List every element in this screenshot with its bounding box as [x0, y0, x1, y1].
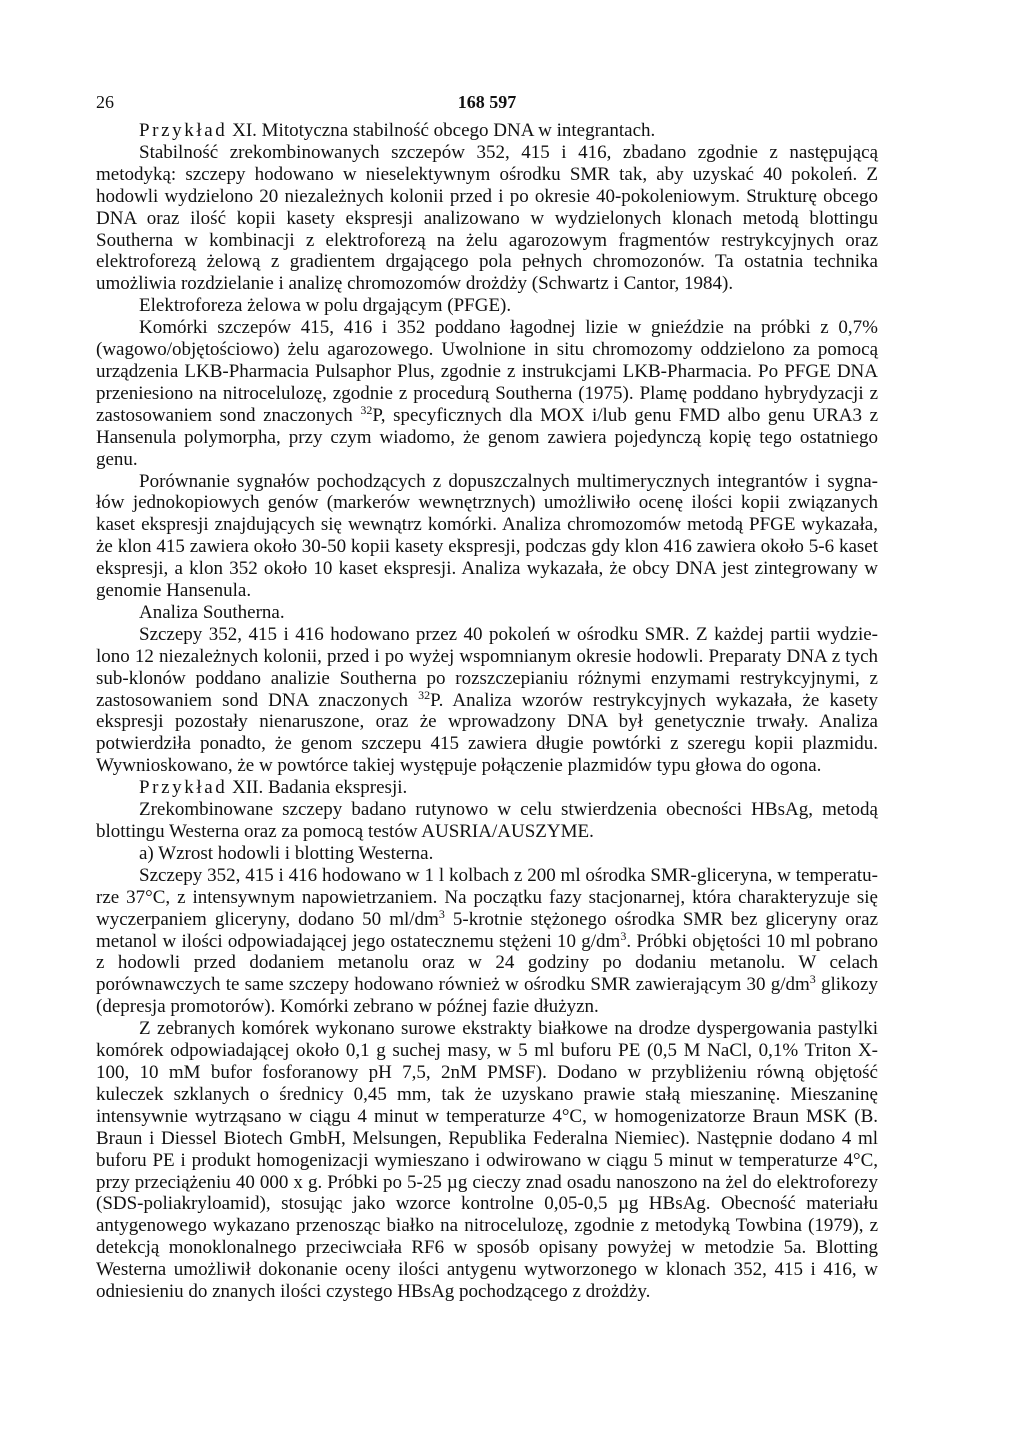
- paragraph: Porównanie sygnałów pochodzących z dopuszczalnych multimerycznych integrantów i sygnałów jednokopiowych genów (markerów wewnętrznych) umożliwiło ocenę ilości kopii związanych kaset ekspresji znajdujących się wewnątrz komórki. Analiza chromozomów metodą PFGE wykazała, że klon 415 zawiera około 30-50 kopii kasety ekspresji, podczas gdy klon 416 zawiera około 5-6 kaset ekspresji, a klon 352 około 10 kaset ekspresji. Analiza wykazała, że obcy DNA jest zintegrowany w genomie Hansenula.: [96, 470, 878, 602]
- example-label: Przykład: [139, 777, 228, 799]
- example-11-heading: [96, 120, 878, 142]
- example-label: Przykład: [139, 120, 228, 141]
- subheading-pfge: Elektroforeza żelowa w polu drgającym (PFGE).: [139, 295, 512, 317]
- paragraph: Stabilność zrekombinowanych szczepów 352, 415 i 416, zbadano zgodnie z następującą metodyką: szczepy hodowano w nieselektywnym ośrodku SMR tak, aby uzyskać 40 pokoleń. Z hodowli wydzielono 20 niezależnych kolonii przed i po okresie 40-pokoleniowym. Strukturę obcego DNA oraz ilość kopii kasety ekspresji analizowano w wydzielonych klonach metodą blottingu Southerna w kombinacji z elektroforezą na żelu agarozowym fragmentów restrykcyjnych oraz elektroforezą żelową z gradientem drgającego pola pełnych chromozonów. Ta ostatnia technika umożliwia rozdzielanie i analizę chromozomów drożdży (Schwartz i Cantor, 1984).: [96, 141, 878, 295]
- page-number: 26: [96, 92, 114, 112]
- paragraph: Szczepy 352, 415 i 416 hodowano przez 40 pokoleń w ośrodku SMR. Z każdej partii wydzielono 12 niezależnych kolonii, przed i po wyżej wspomnianym okresie hodowli. Preparaty DNA z tych sub-klonów poddano analizie Southerna po rozszczepianiu różnymi enzymami restrykcyjnymi, z zastosowaniem sond DNA znaczonych $^{32}$P. Analiza wzorów restrykcyjnych wykazała, że kasety ekspresji pozostały nienaruszone, oraz że wprowadzony DNA był genetycznie trwały. Analiza potwierdziła ponadto, że genom szczepu 415 zawiera długie powtórki z szeregu kopii plazmidu. Wywnioskowano, że w powtórce takiej występuje połączenie plazmidów typu głowa do ogona.: [96, 623, 878, 777]
- example-title: XI. Mitotyczna stabilność obcego DNA w integrantach.: [232, 120, 656, 141]
- paragraph: Z zebranych komórek wykonano surowe ekstrakty białkowe na drodze dyspergowania pastylki komórek odpowiadającej około 0,1 g suchej masy, w 5 ml buforu PE (0,5 M NaCl, 0,1% Triton X-100, 10 mM bufor fosforanowy pH 7,5, 2nM PMSF). Dodano w przybliżeniu równą objętość kuleczek szklanych o średnicy 0,45 mm, tak że uzyskano prawie stałą mieszaninę. Mieszaninę intensywnie wytrząsano w ciągu 4 minut w temperaturze 4°C, w homogenizatorze Braun MSK (B. Braun i Diessel Biotech GmbH, Melsungen, Republika Federalna Niemiec). Następnie dodano 4 ml buforu PE i produkt homogenizacji wymieszano i odwirowano w ciągu 5 minut w temperaturze 4°C, przy przeciążeniu 40 000 x g. Próbki po 5-25 µg cieczy znad osadu nanoszono na żel do elektroforezy (SDS-poliakryloamid), stosując jako wzorce kontrolne 0,05-0,5 µg HBsAg. Obecność materiału antygenowego wykazano przenosząc białko na nitrocelulozę, zgodnie z metodyką Towbina (1979), z detekcją monoklonalnego przeciwciała RF6 w sposób opisany powyżej w metodzie 5a. Blotting Westerna umożliwił dokonanie oceny ilości antygenu wytworzonego w klonach 352, 415 i 416, w odniesieniu do znanych ilości czystego HBsAg pochodzącego z drożdży.: [96, 1018, 878, 1303]
- example-title: XII. Badania ekspresji.: [232, 777, 408, 799]
- paragraph: Komórki szczepów 415, 416 i 352 poddano łagodnej lizie w gnieździe na próbki z 0,7% (wagowo/objętościowo) żelu agarozowego. Uwolnione in situ chromozomy oddzielono za pomocą urządzenia LKB-Pharmacia Pulsaphor Plus, zgodnie z instrukcjami LKB-Pharmacia. Po PFGE DNA przeniesiono na nitrocelulozę, zgodnie z procedurą Southerna (1975). Plamę poddano hybrydyzacji z zastosowaniem sond znaczonych $^{32}$P, specyficznych dla MOX i/lub genu FMD albo genu URA3 z Hansenula polymorpha, przy czym wiadomo, że genom zawiera pojedynczą kopię tego ostatniego genu.: [96, 317, 878, 470]
- paragraph: Szczepy 352, 415 i 416 hodowano w 1 l kolbach z 200 ml ośrodka SMR-gliceryna, w temperaturze 37°C, z intensywnym napowietrzaniem. Na początku fazy stacjonarnej, która charakteryzuje się wyczerpaniem gliceryny, dodano 50 $ml/dm^3$ 5-krotnie stężonego ośrodka SMR bez gliceryny oraz metanol w ilości odpowiadającej jego ostatecznemu stężeni 10 $g/dm^3$. Próbki objętości 10 ml pobrano z hodowli przed dodaniem metanolu oraz w 24 godziny po dodaniu metanolu. W celach porównawczych te same szczepy hodowano również w ośrodku SMR zawierającym 30 $g/dm^3$ glikozy (depresja promotorów). Komórki zebrano w późnej fazie dłużyzn.: [96, 864, 878, 1018]
- paragraph: Zrekombinowane szczepy badano rutynowo w celu stwierdzenia obecności HBsAg, metodą blottingu Westerna oraz za pomocą testów AUSRIA/AUSZYME.: [96, 799, 878, 842]
- page-header: [96, 92, 878, 116]
- subheading-a: a) Wzrost hodowli i blotting Westerna.: [139, 842, 434, 864]
- example-12-heading: [96, 777, 878, 799]
- subheading-southern: Analiza Southerna.: [139, 601, 285, 623]
- document-number: 168 597: [457, 92, 517, 112]
- document-page: [96, 92, 878, 1303]
